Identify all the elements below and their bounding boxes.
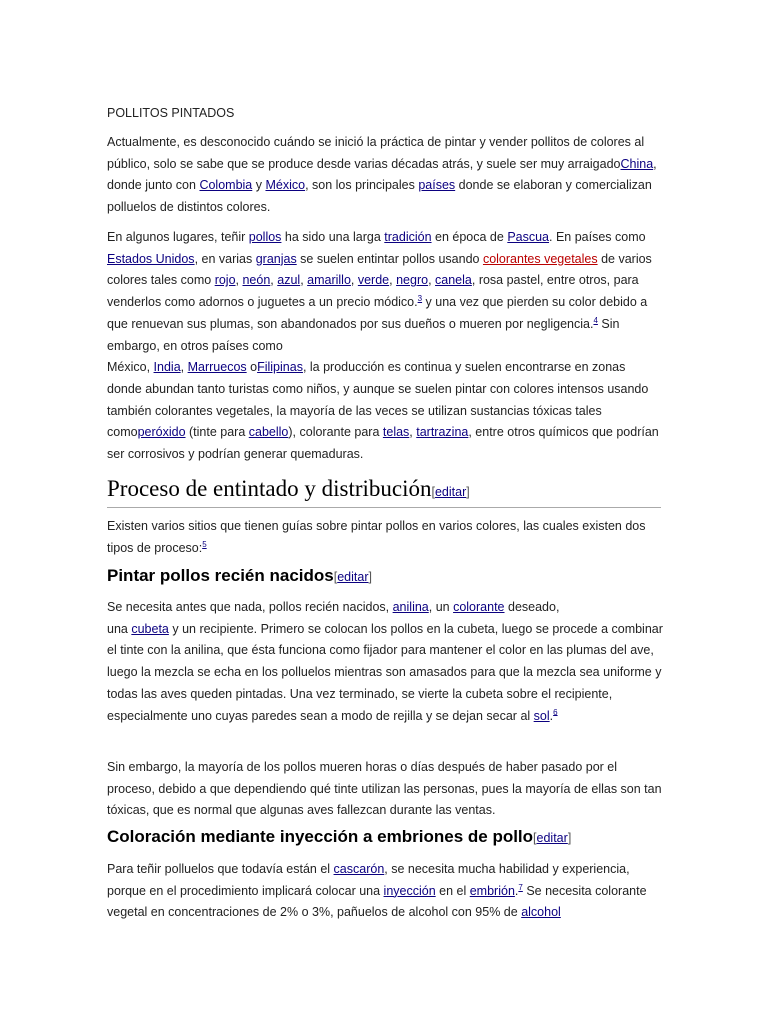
text: Sin embargo, la mayoría de los pollos mueren horas o días después de haber pasado por el proceso, debido a que dependiendo qué tinte utilizan las personas, pues la mayoría de ellas son tan tóxicas, que es normal que algunas aves fallezcan durante las ventas. [107,760,662,818]
link-colorantes-vegetales[interactable]: colorantes vegetales [482,251,598,266]
text: , se necesita mucha habilidad y experiencia, porque en el procedimiento implicará colocar una [107,862,630,898]
text: , [350,273,358,288]
text: Para teñir polluelos que todavía están el [107,862,334,876]
heading-text: Coloración mediante inyección a embriones de pollo [107,827,534,846]
link-marruecos[interactable]: Marruecos [187,360,247,375]
text: , rosa pastel, entre otros, para venderlos como adornos o juguetes a un precio módico. [107,273,639,310]
link-verde[interactable]: verde [357,273,390,288]
text: ha sido una larga [281,230,385,244]
link-tartrazina[interactable]: tartrazina [416,425,469,440]
edit-section-link: [editar] [431,485,470,499]
text: En algunos lugares, teñir [107,230,249,244]
text: se suelen entintar pollos usando [296,251,483,266]
text: y una vez que pierden su color debido a que renuevan sus plumas, son abandonados por sus dueños o mueren por negligencia. [107,295,648,331]
text: . En países como [549,230,646,244]
text: , [235,273,243,288]
text: México, [107,360,154,375]
paragraph-sin-embargo [107,757,663,822]
link-azul[interactable]: azul [277,273,301,288]
text: , entre otros químicos que podrían ser corrosivos y podrían generar quemaduras. [107,425,659,462]
reference-5[interactable]: 5 [202,539,207,549]
text: en época de [431,230,508,244]
link-pascua[interactable]: Pascua [507,230,550,244]
link-sol[interactable]: sol [533,708,550,723]
text: y [252,178,266,193]
link-telas[interactable]: telas [382,425,410,440]
link-colombia[interactable]: Colombia [199,178,253,193]
link-granjas[interactable]: granjas [255,251,297,266]
subsection-heading-coloracion [107,826,571,849]
link-canela[interactable]: canela [435,273,472,288]
text: Sin embargo, en otros países como [107,316,620,353]
link-neon[interactable]: neón [242,273,271,288]
text: una [107,621,132,636]
link-cubeta[interactable]: cubeta [131,621,169,636]
text: en el [435,883,470,898]
reference-3[interactable]: 3 [417,293,423,303]
link-colorante[interactable]: colorante [453,600,505,614]
edit-section-link: [editar] [533,831,572,845]
text: (tinte para [185,425,249,440]
text: Se necesita antes que nada, pollos recién nacidos, [107,600,393,614]
link-mexico[interactable]: México [265,178,306,193]
text: de varios colores tales como [107,251,652,288]
reference-7[interactable]: 7 [518,882,523,892]
link-india[interactable]: India [153,360,181,375]
text: . [549,708,554,723]
intro-paragraph [107,132,663,219]
link-filipinas[interactable]: Filipinas [257,360,303,375]
text: , [180,360,188,375]
link-cabello[interactable]: cabello [248,425,289,440]
text: . [514,883,519,898]
text: , son los principales [305,178,419,193]
page-title: POLLITOS PINTADOS [107,106,235,120]
link-estados-unidos[interactable]: Estados Unidos [107,251,195,266]
paragraph-sitios [107,516,663,559]
edit-section-link: [editar] [333,570,372,584]
link-pollos[interactable]: pollos [248,230,282,244]
link-cascaron[interactable]: cascarón [333,862,385,876]
link-rojo[interactable]: rojo [214,273,236,288]
text: Existen varios sitios que tienen guías sobre pintar pollos en varios colores, las cuales existen dos tipos de proceso: [107,519,646,555]
text: , donde junto con [107,156,657,193]
section-heading-proceso [107,474,661,508]
link-anilina[interactable]: anilina [392,600,429,614]
link-tradicion[interactable]: tradición [384,230,432,244]
text: donde se elaboran y comercializan polluelos de distintos colores. [107,178,652,215]
subsection-heading-pintar [107,565,372,588]
text: , [389,273,397,288]
edit-link[interactable]: editar [536,831,568,845]
text: Actualmente, es desconocido cuándo se inició la práctica de pintar y vender pollitos de colores al público, solo se sabe que se produce desde varias décadas atrás, y suele ser muy arraigado [107,135,645,171]
text: , [409,425,417,440]
link-alcohol[interactable]: alcohol [521,905,561,920]
link-china[interactable]: China [620,156,654,171]
heading-text: Pintar pollos recién nacidos [107,566,334,585]
edit-link[interactable]: editar [337,570,369,584]
link-paises[interactable]: países [418,178,456,193]
link-embrion[interactable]: embrión [469,883,515,898]
link-negro[interactable]: negro [396,273,429,288]
text: , la producción es continua y suelen encontrarse en zonas donde abundan tanto turistas como niños, y aunque se suelen pintar con colores intensos usando también colorantes vegetales, la mayoría de las veces se utilizan sustancias tóxicas tales como [107,360,649,440]
heading-text: Proceso de entintado y distribución [107,476,432,501]
link-inyeccion[interactable]: inyección [383,883,436,898]
paragraph-necesita [107,597,663,727]
text: deseado, [504,600,560,614]
text: o [246,360,258,375]
text: , [428,273,436,288]
reference-6[interactable]: 6 [553,707,558,717]
reference-4[interactable]: 4 [593,315,598,325]
text: y un recipiente. Primero se colocan los pollos en la cubeta, luego se procede a combinar el tinte con la anilina, que ésta funciona como fijador para mantener el color en las plumas del ave, luego la mezcla se echa en los polluelos mientras son amasados para que la mezcla sea uniforme y todas las aves queden pintadas. Una vez terminado, se vierte la cubeta sobre el recipiente, especialmente uno cuyas paredes sean a modo de rejilla y se dejan secar al [107,621,663,723]
text: ), colorante para [288,425,383,440]
link-peroxido[interactable]: peróxido [137,425,186,440]
text: Se necesita colorante vegetal en concentraciones de 2% o 3%, pañuelos de alcohol con 95% de [107,883,647,920]
text: , [300,273,308,288]
paragraph-lugares [107,227,663,466]
paragraph-tenir [107,859,663,924]
link-amarillo[interactable]: amarillo [307,273,351,288]
text: , [270,273,278,288]
text: , un [428,600,454,614]
text: , en varias [194,251,256,266]
edit-link[interactable]: editar [434,485,467,499]
